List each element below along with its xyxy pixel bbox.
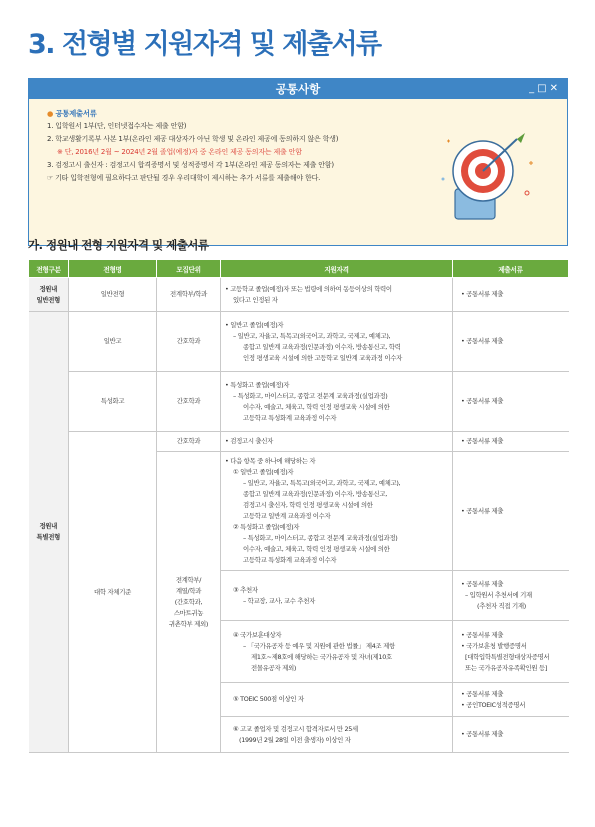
unit-cell: 간호학과 xyxy=(157,372,221,432)
notice-header xyxy=(29,79,567,99)
unit-cell: 간호학과 xyxy=(157,432,221,452)
qualification-cell: ⑥ 고교 졸업자 및 검정고시 합격자로서 만 25세 (1999년 2월 28일 이전 출생자) 이상인 자 xyxy=(221,717,453,753)
qualification-cell: ③ 추천자 – 학교장, 교사, 교수 추천자 xyxy=(221,571,453,621)
documents-cell: • 공통서류 제출 – 입학원서 추천서에 기재 (추천자 직접 기재) xyxy=(453,571,569,621)
qualification-cell: • 일반고 졸업(예정)자 – 일반고, 자율고, 특목고(외국어고, 과학고, 국제고, 예체고), 종합고 일반계 교육과정(인문과정) 이수자, 방송통신고, 학력 인정 평생교육 시설에 의한 고등학교 일반계 교육과정 이수자 xyxy=(221,312,453,372)
unit-cell: 간호학과 xyxy=(157,312,221,372)
admission-name-cell: 일반고 xyxy=(69,312,157,372)
admission-name-cell: 대학 자체기준 xyxy=(69,432,157,753)
notice-line-2: 2. 학교생활기록부 사본 1부(온라인 제공 대상자가 아닌 학생 및 온라인 제공에 동의하지 않은 학생) xyxy=(47,135,339,143)
table-row xyxy=(29,312,569,372)
col-documents: 제출서류 xyxy=(453,260,569,278)
category-cell: 정원내 일반전형 xyxy=(29,278,69,312)
admission-table xyxy=(28,259,569,753)
common-notice-box xyxy=(28,78,568,246)
notice-red-note: ※ 단, 2016년 2월 ~ 2024년 2월 졸업(예정)자 중 온라인 제공 동의자는 제출 안함 xyxy=(57,148,302,156)
notice-header-title: 공통사항 xyxy=(275,82,321,96)
category-cell: 정원내 특별전형 xyxy=(29,312,69,753)
documents-cell: • 공통서류 제출 xyxy=(453,717,569,753)
admission-name-cell: 일반전형 xyxy=(69,278,157,312)
notice-line-1: 1. 입학원서 1부(단, 인터넷접수자는 제출 안함) xyxy=(47,122,187,130)
table-row xyxy=(29,372,569,432)
window-controls-icon: _□✕ xyxy=(529,83,561,94)
documents-cell: • 공통서류 제출 xyxy=(453,432,569,452)
section-title: 가. 정원내 전형 지원자격 및 제출서류 xyxy=(28,238,209,252)
documents-cell: • 공통서류 제출 xyxy=(453,278,569,312)
notice-heading: ● 공통제출서류 xyxy=(47,109,97,118)
col-admission-name: 전형명 xyxy=(69,260,157,278)
documents-cell: • 공통서류 제출 • 국가보훈청 발행증명서 [대학입학특별전형대상자증명서 또는 국가유공자유족확인원 등] xyxy=(453,621,569,683)
table-row xyxy=(29,432,569,452)
table-row xyxy=(29,278,569,312)
admission-name-cell: 특성화고 xyxy=(69,372,157,432)
documents-cell: • 공통서류 제출 xyxy=(453,312,569,372)
qualification-cell: ⑤ TOEIC 500점 이상인 자 xyxy=(221,683,453,717)
unit-cell: 전계학부/ 계열/학과 (간호학과, 스마트귀농 귀촌학부 제외) xyxy=(157,452,221,753)
notice-line-3: 3. 검정고시 출신자 : 검정고시 합격증명서 및 성적증명서 각 1부(온라인 제공 동의자는 제출 안함) xyxy=(47,161,334,169)
qualification-cell: • 고등학교 졸업(예정)자 또는 법령에 의하여 동등이상의 학력이 있다고 인정된 자 xyxy=(221,278,453,312)
col-category: 전형구분 xyxy=(29,260,69,278)
qualification-cell: • 특성화고 졸업(예정)자 – 특성화고, 마이스터고, 종합고 전문계 교육과정(실업과정) 이수자, 예술고, 체육고, 학력 인정 평생교육 시설에 의한 고등학교 특성화계 교육과정 이수자 xyxy=(221,372,453,432)
table-header-row xyxy=(29,260,569,278)
qualification-cell: • 다음 항목 중 하나에 해당하는 자 ① 일반고 졸업(예정)자 – 일반고, 자율고, 특목고(외국어고, 과학고, 국제고, 예체고), 종합고 일반계 교육과정(인문과정) 이수자, 방송통신고, 검정고시 출신자, 학력 인정 평생교육 시설에 의한 고등학교 일반계 교육과정 이수자 ② 특성화고 졸업(예정)자 – 특성화고, 마이스터고, 종합고 전문계 교육과정(실업과정) 이수자, 예술고, 체육고, 학력 인정 평생교육 시설에 의한 고등학교 특성화계 교육과정 이수자 xyxy=(221,452,453,571)
unit-cell: 전계학부/학과 xyxy=(157,278,221,312)
col-unit: 모집단위 xyxy=(157,260,221,278)
qualification-cell: • 검정고시 출신자 xyxy=(221,432,453,452)
documents-cell: • 공통서류 제출 xyxy=(453,452,569,571)
qualification-cell: ④ 국가보훈대상자 – 「국가유공자 등 예우 및 지원에 관한 법률」 제4조 제항 제1호~제8호에 해당하는 국가유공자 및 자녀(제10호 전몰유공자 제외) xyxy=(221,621,453,683)
bullet-icon: ● xyxy=(47,109,54,118)
documents-cell: • 공통서류 제출 • 공인TOEIC성적증명서 xyxy=(453,683,569,717)
page-title: 3. 전형별 지원자격 및 제출서류 xyxy=(28,29,381,60)
col-qualification: 지원자격 xyxy=(221,260,453,278)
target-dart-icon xyxy=(433,119,545,231)
notice-line-4: ☞ 기타 입학전형에 필요하다고 판단될 경우 우리대학이 제시하는 추가 서류를 제출해야 한다. xyxy=(47,174,321,182)
documents-cell: • 공통서류 제출 xyxy=(453,372,569,432)
